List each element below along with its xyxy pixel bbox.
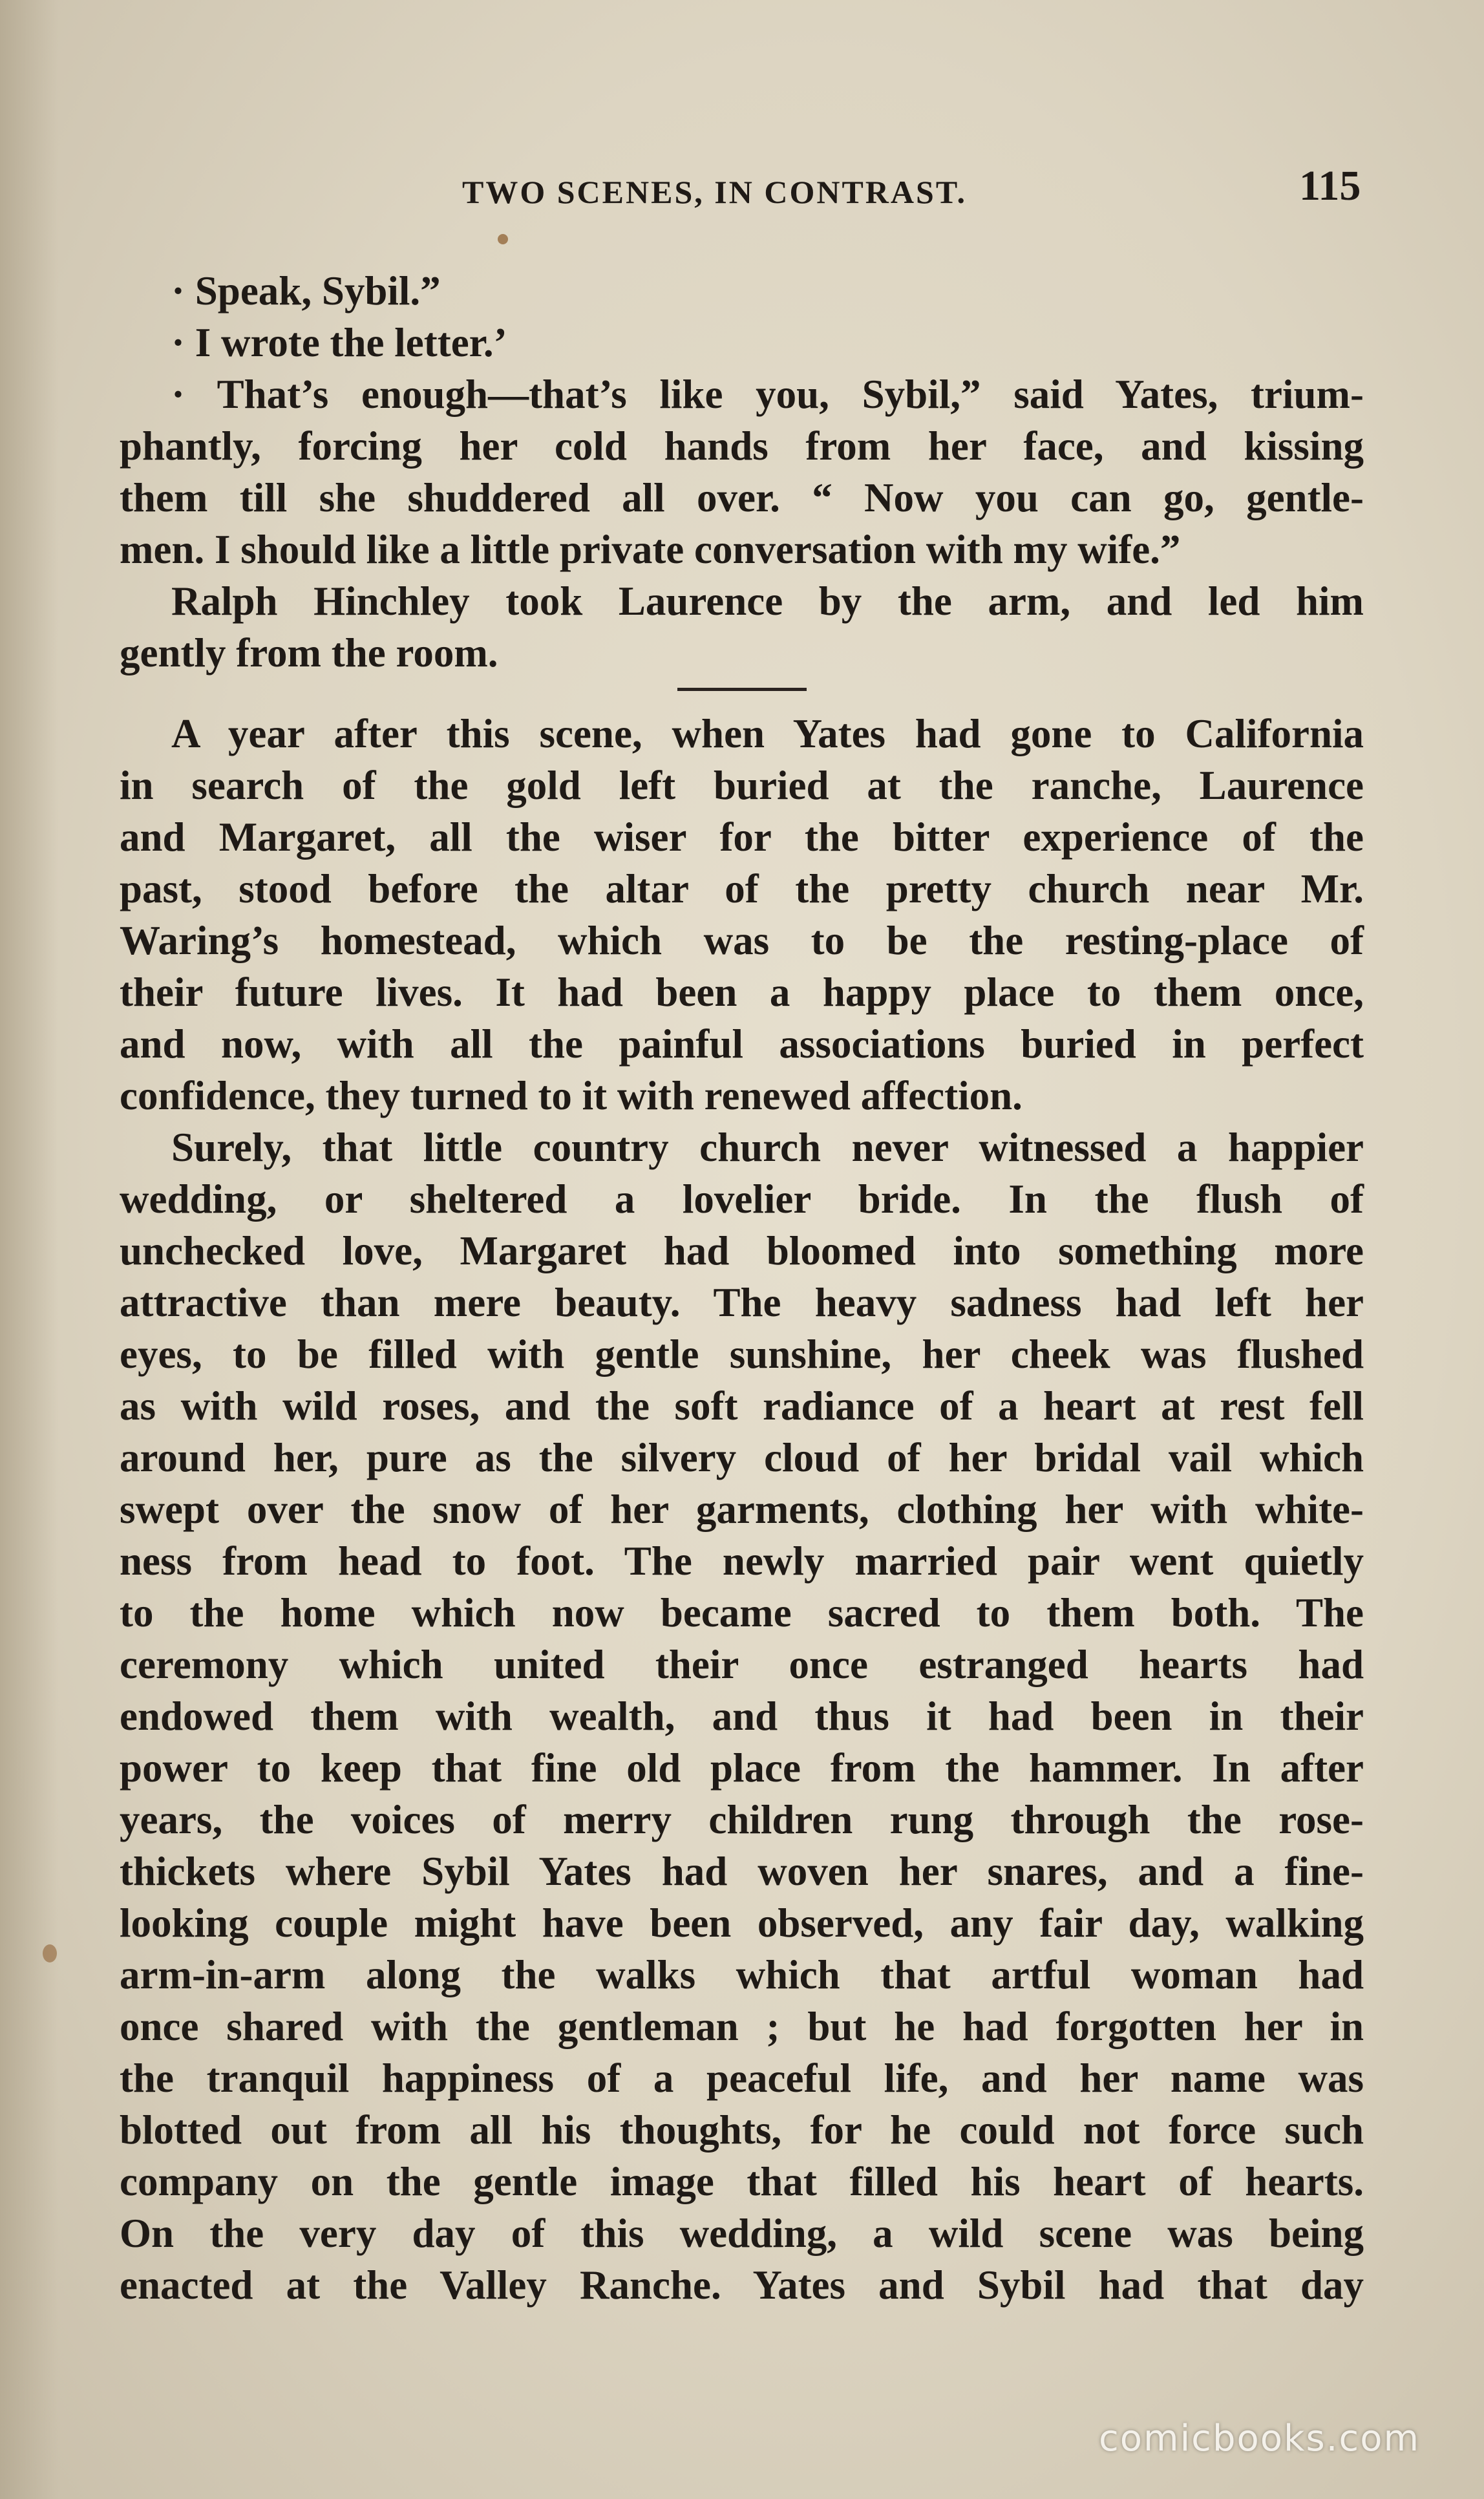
text-line: past, stood before the altar of the pretty church near Mr. — [120, 866, 1364, 911]
text-line: enacted at the Valley Ranche. Yates and Sybil had that day — [120, 2262, 1364, 2308]
text-line: eyes, to be filled with gentle sunshine, her cheek was flushed — [120, 1332, 1364, 1377]
text-line: looking couple might have been observed, any fair day, walking — [120, 1900, 1364, 1946]
text-line: A year after this scene, when Yates had gone to California — [171, 711, 1364, 756]
text-line: · Speak, Sybil.” — [171, 268, 441, 314]
text-line: wedding, or sheltered a lovelier bride. In the flush of — [120, 1176, 1364, 1222]
text-line: and now, with all the painful associations buried in perfect — [120, 1021, 1364, 1067]
text-line: them till she shuddered all over. “ Now you can go, gentle- — [120, 475, 1364, 520]
text-line: Ralph Hinchley took Laurence by the arm, and led him — [171, 579, 1364, 624]
text-line: Waring’s homestead, which was to be the resting-place of — [120, 918, 1364, 963]
page-number: 115 — [1299, 162, 1361, 209]
text-line: the tranquil happiness of a peaceful life, and her name was — [120, 2056, 1364, 2101]
body-text — [120, 265, 1364, 2311]
text-line: once shared with the gentleman ; but he had forgotten her in — [120, 2004, 1364, 2049]
text-line: · I wrote the letter.’ — [171, 320, 507, 365]
text-line: · That’s enough—that’s like you, Sybil,” said Yates, trium- — [171, 372, 1364, 417]
ink-stain — [498, 234, 508, 244]
text-line: arm-in-arm along the walks which that artful woman had — [120, 1952, 1364, 1997]
section-divider — [677, 688, 807, 691]
text-line: in search of the gold left buried at the ranche, Laurence — [120, 763, 1364, 808]
text-line: thickets where Sybil Yates had woven her snares, and a fine- — [120, 1849, 1364, 1894]
text-line: swept over the snow of her garments, clothing her with white- — [120, 1487, 1364, 1532]
text-line: unchecked love, Margaret had bloomed into something more — [120, 1228, 1364, 1273]
page-gutter-shadow — [0, 0, 58, 2499]
text-line: and Margaret, all the wiser for the bitter experience of the — [120, 814, 1364, 860]
text-line: ness from head to foot. The newly married pair went quietly — [120, 1538, 1364, 1584]
text-line: men. I should like a little private conversation with my wife.” — [120, 527, 1181, 572]
text-line: company on the gentle image that filled his heart of hearts. — [120, 2159, 1364, 2204]
text-line: attractive than mere beauty. The heavy sadness had left her — [120, 1280, 1364, 1325]
text-line: around her, pure as the silvery cloud of her bridal vail which — [120, 1435, 1364, 1480]
text-line: to the home which now became sacred to them both. The — [120, 1590, 1364, 1635]
text-line: confidence, they turned to it with renewed affection. — [120, 1073, 1023, 1118]
text-line: power to keep that fine old place from the hammer. In after — [120, 1745, 1364, 1791]
text-line: their future lives. It had been a happy place to them once, — [120, 970, 1364, 1015]
text-line: as with wild roses, and the soft radiance of a heart at rest fell — [120, 1383, 1364, 1429]
text-line: On the very day of this wedding, a wild scene was being — [120, 2211, 1364, 2256]
text-line: endowed them with wealth, and thus it had been in their — [120, 1694, 1364, 1739]
ink-stain — [43, 1944, 57, 1962]
text-line: years, the voices of merry children rung through the rose- — [120, 1797, 1364, 1842]
text-line: Surely, that little country church never witnessed a happier — [171, 1125, 1364, 1170]
text-line: blotted out from all his thoughts, for he could not force such — [120, 2107, 1364, 2153]
text-line: gently from the room. — [120, 630, 498, 675]
running-head — [0, 162, 1484, 220]
text-line: phantly, forcing her cold hands from her face, and kissing — [120, 423, 1364, 469]
watermark: comicbooks.com — [1099, 2418, 1421, 2460]
running-title: TWO SCENES, IN CONTRAST. — [462, 174, 967, 210]
text-line: ceremony which united their once estranged hearts had — [120, 1642, 1364, 1687]
